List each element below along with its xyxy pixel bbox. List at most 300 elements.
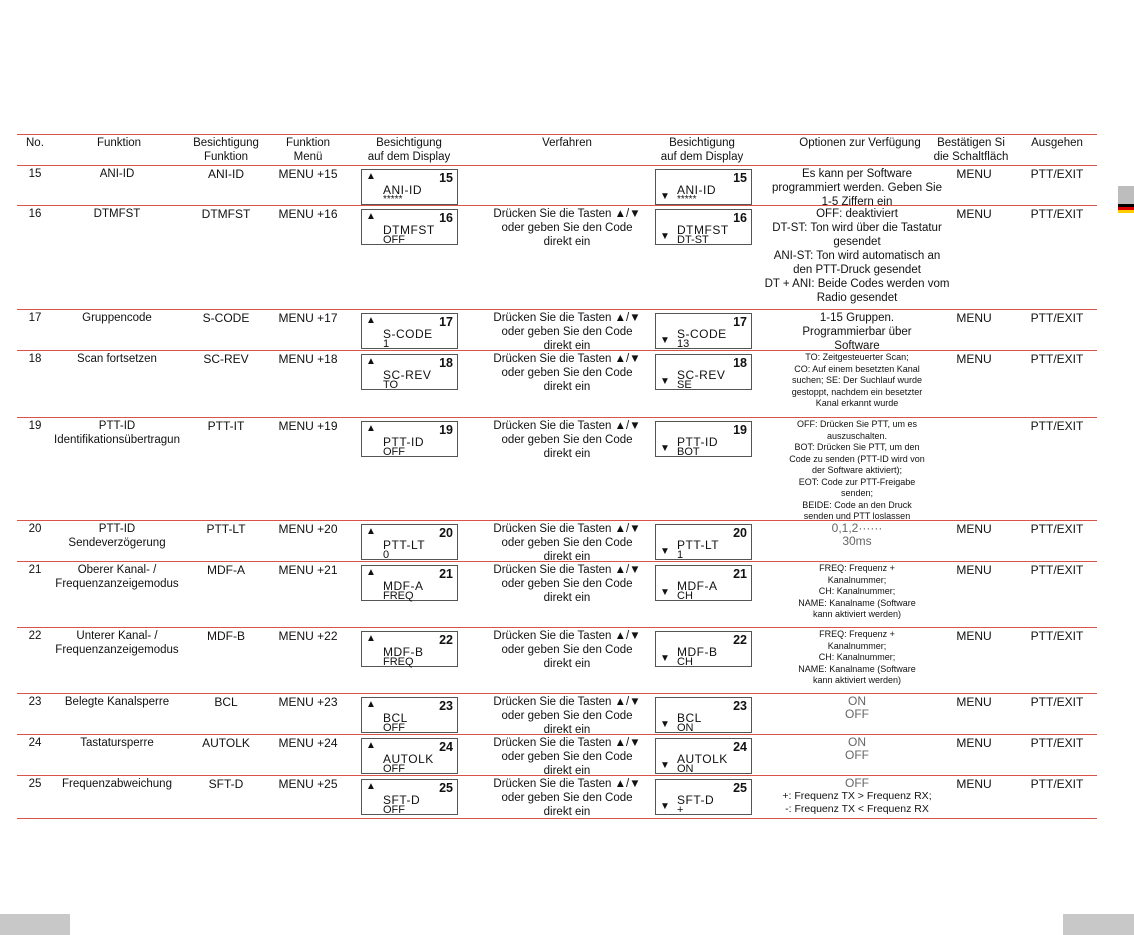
procedure-line: direkt ein bbox=[543, 806, 591, 818]
triangle-down-icon: ▼ bbox=[660, 653, 670, 664]
options-line: OFF: Drücken Sie PTT, um es bbox=[796, 419, 918, 429]
display-before bbox=[361, 697, 458, 733]
lcd-num: 15 bbox=[439, 171, 453, 185]
exit-key: PTT/EXIT bbox=[1030, 629, 1084, 643]
procedure-line: direkt ein bbox=[543, 381, 591, 393]
procedure bbox=[487, 522, 647, 564]
footer-tab-left bbox=[0, 914, 70, 935]
lcd-l2: ON bbox=[677, 722, 694, 734]
function-code: SFT-D bbox=[208, 777, 244, 791]
lcd-l2: FREQ bbox=[383, 656, 414, 668]
row-number: 25 bbox=[28, 778, 42, 790]
function-name-line: Scan fortsetzen bbox=[77, 353, 157, 365]
triangle-down-icon: ▼ bbox=[660, 719, 670, 730]
lcd-l2: 13 bbox=[677, 338, 690, 350]
options-text bbox=[762, 777, 952, 816]
function-name bbox=[47, 352, 187, 366]
display-before bbox=[361, 354, 458, 390]
lcd-num: 22 bbox=[733, 633, 747, 647]
lcd-l1: AUTOLK bbox=[383, 752, 434, 766]
triangle-up-icon: ▲ bbox=[366, 781, 376, 792]
function-name bbox=[47, 563, 187, 591]
display-before bbox=[361, 738, 458, 774]
options-text bbox=[762, 352, 952, 410]
function-code: S-CODE bbox=[202, 311, 250, 325]
triangle-down-icon: ▼ bbox=[660, 376, 670, 387]
triangle-up-icon: ▲ bbox=[366, 356, 376, 367]
exit-key: PTT/EXIT bbox=[1030, 419, 1084, 433]
lcd-num: 20 bbox=[733, 526, 747, 540]
triangle-down-icon: ▼ bbox=[660, 801, 670, 812]
lcd-l1: DTMFST bbox=[677, 223, 729, 237]
lcd-l1: ANI-ID bbox=[677, 183, 716, 197]
lcd-num: 21 bbox=[439, 567, 453, 581]
options-line: CH: Kanalnummer; bbox=[818, 586, 896, 596]
options-line: der Software aktiviert); bbox=[811, 465, 903, 475]
function-name-line: PTT-ID bbox=[98, 420, 136, 432]
lcd-l1: MDF-A bbox=[677, 579, 718, 593]
lcd-num: 21 bbox=[733, 567, 747, 581]
lcd-l2: OFF bbox=[383, 722, 405, 734]
lcd-l1: PTT-ID bbox=[677, 435, 718, 449]
menu-shortcut: MENU +15 bbox=[278, 167, 338, 181]
function-name bbox=[47, 311, 187, 325]
display-after bbox=[655, 631, 752, 667]
display-after bbox=[655, 565, 752, 601]
triangle-up-icon: ▲ bbox=[366, 315, 376, 326]
display-after bbox=[655, 313, 752, 349]
lcd-l2: OFF bbox=[383, 763, 405, 775]
flag-stripe-gold bbox=[1118, 210, 1134, 213]
table-row bbox=[17, 694, 1097, 735]
options-line: OFF bbox=[845, 776, 869, 790]
lcd-l2: BOT bbox=[677, 446, 700, 458]
exit-key: PTT/EXIT bbox=[1030, 736, 1084, 750]
procedure-line: direkt ein bbox=[543, 340, 591, 352]
header-besichtigung-funktion: Besichtigung Funktion bbox=[193, 137, 259, 163]
lcd-l1: MDF-A bbox=[383, 579, 424, 593]
lcd-num: 16 bbox=[733, 211, 747, 225]
procedure bbox=[487, 695, 647, 737]
options-line: kann aktiviert werden) bbox=[812, 675, 902, 685]
lcd-l2: CH bbox=[677, 590, 693, 602]
procedure-line: Drücken Sie die Tasten ▲/▼ bbox=[493, 630, 641, 642]
options-line: den PTT-Druck gesendet bbox=[793, 264, 921, 276]
lcd-l2: ***** bbox=[383, 194, 403, 205]
procedure-line: direkt ein bbox=[543, 724, 591, 736]
confirm-key: MENU bbox=[956, 522, 992, 536]
function-code: MDF-B bbox=[207, 629, 245, 643]
triangle-up-icon: ▲ bbox=[366, 567, 376, 578]
procedure bbox=[487, 629, 647, 671]
display-before bbox=[361, 631, 458, 667]
triangle-down-icon: ▼ bbox=[660, 546, 670, 557]
triangle-up-icon: ▲ bbox=[366, 633, 376, 644]
procedure-line: oder geben Sie den Code bbox=[501, 367, 633, 379]
options-line: NAME: Kanalname (Software bbox=[798, 597, 916, 608]
options-line: BEIDE: Code an den Druck bbox=[802, 499, 912, 510]
display-after bbox=[655, 524, 752, 560]
function-name bbox=[47, 419, 187, 447]
lcd-num: 25 bbox=[439, 781, 453, 795]
lcd-l1: ANI-ID bbox=[383, 183, 422, 197]
exit-key: PTT/EXIT bbox=[1030, 207, 1084, 221]
function-name-line: Oberer Kanal- / bbox=[77, 564, 157, 576]
confirm-key: MENU bbox=[956, 563, 992, 577]
options-text bbox=[762, 311, 952, 353]
confirm-key: MENU bbox=[956, 629, 992, 643]
header-ausgehen: Ausgehen bbox=[1031, 137, 1083, 149]
display-after bbox=[655, 738, 752, 774]
display-after bbox=[655, 169, 752, 205]
procedure-line: direkt ein bbox=[543, 765, 591, 777]
lcd-l1: SFT-D bbox=[677, 793, 715, 807]
procedure-line: oder geben Sie den Code bbox=[501, 222, 633, 234]
options-line: Kanalnummer; bbox=[827, 574, 887, 585]
procedure-line: oder geben Sie den Code bbox=[501, 710, 633, 722]
options-line: Software bbox=[834, 340, 880, 352]
triangle-up-icon: ▲ bbox=[366, 740, 376, 751]
options-line: OFF: deaktiviert bbox=[816, 208, 898, 220]
function-name bbox=[47, 629, 187, 657]
lcd-l2: OFF bbox=[383, 804, 405, 816]
options-line: BOT: Drücken Sie PTT, um den bbox=[794, 442, 920, 452]
function-code: MDF-A bbox=[207, 563, 245, 577]
lcd-num: 19 bbox=[733, 423, 747, 437]
lcd-l2: DT-ST bbox=[677, 234, 709, 246]
options-line: -: Frequenz TX < Frequenz RX bbox=[785, 803, 929, 815]
menu-shortcut: MENU +25 bbox=[278, 777, 338, 791]
menu-shortcut: MENU +22 bbox=[278, 629, 338, 643]
procedure bbox=[487, 563, 647, 605]
options-line: OFF bbox=[845, 748, 869, 762]
table-row bbox=[17, 206, 1097, 310]
lcd-l2: 0 bbox=[383, 549, 390, 561]
triangle-up-icon: ▲ bbox=[366, 211, 376, 222]
lcd-l1: BCL bbox=[677, 711, 702, 725]
procedure-line: Drücken Sie die Tasten ▲/▼ bbox=[493, 312, 641, 324]
lcd-l2: CH bbox=[677, 656, 693, 668]
function-code: AUTOLK bbox=[202, 736, 250, 750]
options-text bbox=[762, 736, 952, 762]
lcd-l1: AUTOLK bbox=[677, 752, 728, 766]
exit-key: PTT/EXIT bbox=[1030, 352, 1084, 366]
lcd-l2: SE bbox=[677, 379, 692, 391]
page-tab-marker bbox=[1118, 186, 1134, 204]
lcd-l2: ON bbox=[677, 763, 694, 775]
lcd-l2: + bbox=[677, 804, 684, 816]
exit-key: PTT/EXIT bbox=[1030, 311, 1084, 325]
options-line: Kanalnummer; bbox=[827, 640, 887, 651]
triangle-down-icon: ▼ bbox=[660, 587, 670, 598]
lcd-num: 17 bbox=[439, 315, 453, 329]
header-besichtigung-display-2: Besichtigung auf dem Display bbox=[660, 137, 744, 163]
function-name bbox=[47, 736, 187, 750]
display-before bbox=[361, 313, 458, 349]
exit-key: PTT/EXIT bbox=[1030, 167, 1084, 181]
menu-shortcut: MENU +20 bbox=[278, 522, 338, 536]
lcd-l1: PTT-LT bbox=[677, 538, 720, 552]
lcd-l1: MDF-B bbox=[677, 645, 718, 659]
lcd-l2: 1 bbox=[677, 549, 684, 561]
options-text bbox=[762, 522, 952, 548]
lcd-l1: SFT-D bbox=[383, 793, 421, 807]
procedure-line: oder geben Sie den Code bbox=[501, 434, 633, 446]
options-line: CH: Kanalnummer; bbox=[818, 652, 896, 662]
confirm-key: MENU bbox=[956, 736, 992, 750]
options-line: CO: Auf einem besetzten Kanal bbox=[794, 363, 920, 374]
procedure-line: Drücken Sie die Tasten ▲/▼ bbox=[493, 696, 641, 708]
options-line: kann aktiviert werden) bbox=[812, 609, 902, 619]
lcd-l1: MDF-B bbox=[383, 645, 424, 659]
options-line: EOT: Code zur PTT-Freigabe bbox=[798, 476, 916, 487]
display-after bbox=[655, 697, 752, 733]
row-number: 15 bbox=[28, 168, 42, 180]
procedure-line: oder geben Sie den Code bbox=[501, 751, 633, 763]
procedure bbox=[487, 777, 647, 819]
lcd-l1: BCL bbox=[383, 711, 408, 725]
options-text bbox=[762, 207, 952, 305]
options-line: gesendet bbox=[833, 236, 881, 248]
function-name-line: Gruppencode bbox=[82, 312, 152, 324]
options-line: Code zu senden (PTT-ID wird von bbox=[789, 453, 925, 464]
lcd-num: 24 bbox=[439, 740, 453, 754]
options-line: ANI-ST: Ton wird automatisch an bbox=[773, 250, 941, 262]
options-line: ON bbox=[848, 694, 866, 708]
triangle-down-icon: ▼ bbox=[660, 191, 670, 202]
display-after bbox=[655, 209, 752, 245]
confirm-key: MENU bbox=[956, 352, 992, 366]
exit-key: PTT/EXIT bbox=[1030, 563, 1084, 577]
procedure-line: oder geben Sie den Code bbox=[501, 644, 633, 656]
display-before bbox=[361, 524, 458, 560]
display-after bbox=[655, 421, 752, 457]
function-code: PTT-LT bbox=[206, 522, 246, 536]
lcd-num: 25 bbox=[733, 781, 747, 795]
display-before bbox=[361, 565, 458, 601]
function-name bbox=[47, 695, 187, 709]
table-row bbox=[17, 351, 1097, 418]
procedure bbox=[487, 419, 647, 461]
lcd-l1: DTMFST bbox=[383, 223, 435, 237]
exit-key: PTT/EXIT bbox=[1030, 777, 1084, 791]
display-before bbox=[361, 421, 458, 457]
options-line: senden und PTT loslassen bbox=[803, 511, 911, 521]
function-name-line: ANI-ID bbox=[99, 168, 135, 180]
function-name-line: Tastatursperre bbox=[80, 737, 154, 749]
lcd-l2: OFF bbox=[383, 234, 405, 246]
table-row bbox=[17, 521, 1097, 562]
options-text bbox=[762, 419, 952, 523]
confirm-key: MENU bbox=[956, 695, 992, 709]
header-besichtigung-display: Besichtigung auf dem Display bbox=[367, 137, 451, 163]
header-no: No. bbox=[26, 137, 44, 149]
table-header bbox=[17, 134, 1097, 166]
options-line: ON bbox=[848, 735, 866, 749]
triangle-up-icon: ▲ bbox=[366, 171, 376, 182]
function-name-line: Belegte Kanalsperre bbox=[64, 696, 170, 708]
confirm-key: MENU bbox=[956, 167, 992, 181]
header-funktion: Funktion bbox=[96, 137, 142, 149]
function-name-line: Frequenzabweichung bbox=[62, 778, 172, 790]
options-text bbox=[762, 695, 952, 721]
table-row bbox=[17, 418, 1097, 521]
triangle-down-icon: ▼ bbox=[660, 231, 670, 242]
row-number: 16 bbox=[28, 208, 42, 220]
procedure-line: Drücken Sie die Tasten ▲/▼ bbox=[493, 523, 641, 535]
confirm-key: MENU bbox=[956, 777, 992, 791]
triangle-up-icon: ▲ bbox=[366, 423, 376, 434]
options-line: Kanal erkannt wurde bbox=[815, 398, 899, 408]
menu-shortcut: MENU +23 bbox=[278, 695, 338, 709]
menu-shortcut: MENU +21 bbox=[278, 563, 338, 577]
display-before bbox=[361, 209, 458, 245]
function-name bbox=[47, 167, 187, 181]
table-row bbox=[17, 735, 1097, 776]
table-row bbox=[17, 776, 1097, 819]
lcd-l1: PTT-ID bbox=[383, 435, 424, 449]
lcd-num: 18 bbox=[439, 356, 453, 370]
triangle-down-icon: ▼ bbox=[660, 335, 670, 346]
function-name bbox=[47, 522, 187, 550]
row-number: 18 bbox=[28, 353, 42, 365]
procedure-line: oder geben Sie den Code bbox=[501, 578, 633, 590]
procedure-line: Drücken Sie die Tasten ▲/▼ bbox=[493, 420, 641, 432]
procedure-line: Drücken Sie die Tasten ▲/▼ bbox=[493, 778, 641, 790]
options-line: 1-5 Ziffern ein bbox=[821, 196, 893, 208]
function-name-line: Frequenzanzeigemodus bbox=[55, 578, 179, 590]
procedure-line: direkt ein bbox=[543, 551, 591, 563]
procedure bbox=[487, 352, 647, 394]
function-name bbox=[47, 777, 187, 791]
options-line: 1-15 Gruppen. bbox=[819, 312, 895, 324]
function-name-line: DTMFST bbox=[93, 208, 141, 220]
lcd-num: 19 bbox=[439, 423, 453, 437]
lcd-num: 18 bbox=[733, 356, 747, 370]
lcd-num: 15 bbox=[733, 171, 747, 185]
function-code: SC-REV bbox=[203, 352, 249, 366]
function-code: PTT-IT bbox=[207, 419, 245, 433]
options-line: programmiert werden. Geben Sie bbox=[771, 182, 943, 194]
table-row bbox=[17, 166, 1097, 206]
procedure-line: oder geben Sie den Code bbox=[501, 792, 633, 804]
header-verfahren: Verfahren bbox=[542, 137, 592, 149]
function-code: BCL bbox=[214, 695, 238, 709]
triangle-up-icon: ▲ bbox=[366, 699, 376, 710]
display-after bbox=[655, 779, 752, 815]
options-line: Es kann per Software bbox=[802, 168, 912, 180]
row-number: 21 bbox=[28, 564, 42, 576]
lcd-l1: SC-REV bbox=[383, 368, 432, 382]
display-before bbox=[361, 779, 458, 815]
triangle-down-icon: ▼ bbox=[660, 443, 670, 454]
table-row bbox=[17, 628, 1097, 694]
header-optionen: Optionen zur Verfügung bbox=[799, 137, 921, 149]
options-text bbox=[762, 563, 952, 621]
function-name-line: Sendeverzögerung bbox=[68, 537, 166, 549]
lcd-l1: S-CODE bbox=[383, 327, 433, 341]
options-line: DT + ANI: Beide Codes werden vom bbox=[764, 278, 950, 290]
procedure-line: Drücken Sie die Tasten ▲/▼ bbox=[493, 737, 641, 749]
procedure-line: direkt ein bbox=[543, 236, 591, 248]
procedure-line: direkt ein bbox=[543, 592, 591, 604]
confirm-key: MENU bbox=[956, 207, 992, 221]
procedure bbox=[487, 311, 647, 353]
options-line: senden; bbox=[840, 488, 874, 498]
lcd-l2: OFF bbox=[383, 446, 405, 458]
function-name-line: Identifikationsübertragun bbox=[54, 434, 180, 446]
row-number: 19 bbox=[28, 420, 42, 432]
function-name bbox=[47, 207, 187, 221]
table-row bbox=[17, 310, 1097, 351]
function-code: ANI-ID bbox=[208, 167, 244, 181]
row-number: 20 bbox=[28, 523, 42, 535]
row-number: 17 bbox=[28, 312, 42, 324]
exit-key: PTT/EXIT bbox=[1030, 695, 1084, 709]
procedure-line: Drücken Sie die Tasten ▲/▼ bbox=[493, 208, 641, 220]
row-number: 24 bbox=[28, 737, 42, 749]
menu-shortcut: MENU +19 bbox=[278, 419, 338, 433]
procedure-line: oder geben Sie den Code bbox=[501, 537, 633, 549]
options-line: Programmierbar über bbox=[802, 326, 912, 338]
procedure-line: direkt ein bbox=[543, 658, 591, 670]
lcd-num: 22 bbox=[439, 633, 453, 647]
header-funktion-menu: Funktion Menü bbox=[285, 137, 331, 163]
procedure-line: oder geben Sie den Code bbox=[501, 326, 633, 338]
display-after bbox=[655, 354, 752, 390]
function-name-line: Frequenzanzeigemodus bbox=[55, 644, 179, 656]
lcd-l1: SC-REV bbox=[677, 368, 726, 382]
lcd-num: 23 bbox=[733, 699, 747, 713]
triangle-up-icon: ▲ bbox=[366, 526, 376, 537]
function-name-line: PTT-ID bbox=[98, 523, 136, 535]
options-line: NAME: Kanalname (Software bbox=[798, 663, 916, 674]
triangle-down-icon: ▼ bbox=[660, 760, 670, 771]
display-before bbox=[361, 169, 458, 205]
procedure-line: Drücken Sie die Tasten ▲/▼ bbox=[493, 353, 641, 365]
procedure-line: Drücken Sie die Tasten ▲/▼ bbox=[493, 564, 641, 576]
procedure bbox=[487, 207, 647, 249]
options-line: Radio gesendet bbox=[816, 292, 898, 304]
options-line: auszuschalten. bbox=[826, 430, 888, 441]
lcd-l1: PTT-LT bbox=[383, 538, 426, 552]
options-line: TO: Zeitgesteuerter Scan; bbox=[805, 352, 909, 362]
row-number: 23 bbox=[28, 696, 42, 708]
options-line: 0,1,2······ bbox=[831, 521, 883, 535]
exit-key: PTT/EXIT bbox=[1030, 522, 1084, 536]
options-line: gestoppt, nachdem ein besetzter bbox=[791, 386, 923, 397]
lcd-num: 23 bbox=[439, 699, 453, 713]
lcd-l2: FREQ bbox=[383, 590, 414, 602]
options-line: FREQ: Frequenz + bbox=[819, 563, 895, 573]
lcd-l2: ***** bbox=[677, 194, 697, 205]
lcd-l2: 1 bbox=[383, 338, 390, 350]
menu-shortcut: MENU +18 bbox=[278, 352, 338, 366]
options-text bbox=[762, 167, 952, 209]
options-line: 30ms bbox=[842, 534, 872, 548]
confirm-key: MENU bbox=[956, 311, 992, 325]
lcd-num: 16 bbox=[439, 211, 453, 225]
lcd-num: 24 bbox=[733, 740, 747, 754]
options-line: +: Frequenz TX > Frequenz RX; bbox=[782, 790, 932, 802]
procedure bbox=[487, 736, 647, 778]
table-row bbox=[17, 562, 1097, 628]
options-line: OFF bbox=[845, 707, 869, 721]
lcd-l2: TO bbox=[383, 379, 399, 391]
row-number: 22 bbox=[28, 630, 42, 642]
options-text bbox=[762, 629, 952, 687]
lcd-num: 17 bbox=[733, 315, 747, 329]
